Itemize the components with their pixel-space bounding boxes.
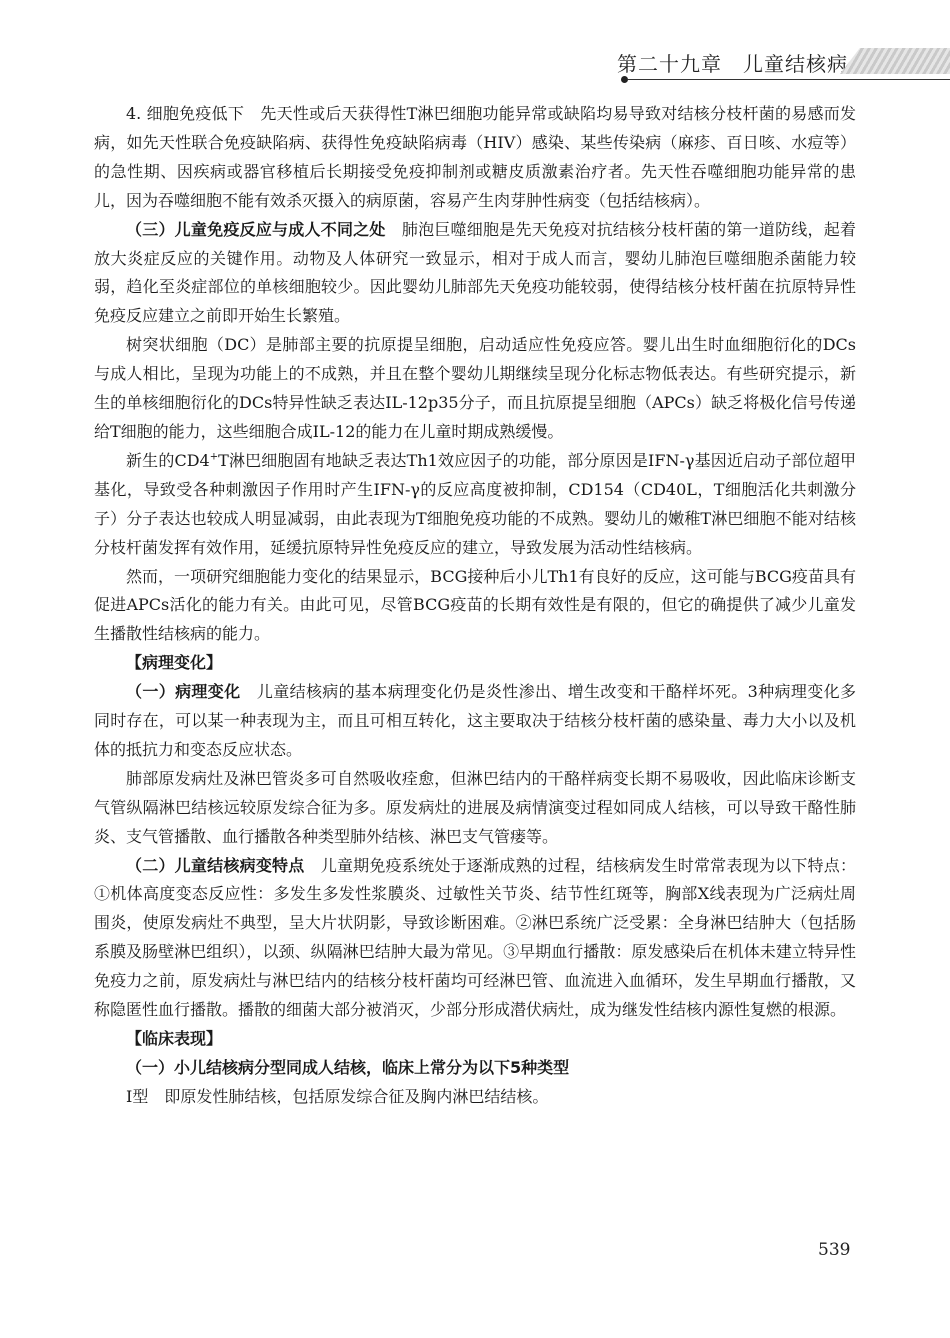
header-dot <box>621 76 628 83</box>
paragraph-bcg: 然而，一项研究细胞能力变化的结果显示，BCG接种后小儿Th1有良好的反应，这可能与BCG疫苗具有促进APCs活化的能力有关。由此可见，尽管BCG疫苗的长期有效性是有限的，但它的确提供了减少儿童发生播散性结核病的能力。 <box>94 566 856 644</box>
header-decorative-bar <box>840 48 950 74</box>
chapter-title: 第二十九章 儿童结核病 <box>617 52 848 76</box>
running-header <box>0 0 950 88</box>
paragraph-dendritic-cells: 树突状细胞（DC）是肺部主要的抗原提呈细胞，启动适应性免疫应答。婴儿出生时血细胞衍化的DCs与成人相比，呈现为功能上的不成熟，并且在整个婴幼儿期继续呈现分化标志物低表达。有些研究提示，新生的单核细胞衍化的DCs特异性缺乏表达IL-12p35分子，而且抗原提呈细胞（APCs）缺乏将极化信号传递给T细胞的能力，这些细胞合成IL-12的能力在儿童时期成熟缓慢。 <box>94 335 856 441</box>
type-label: Ⅰ型 <box>126 1086 149 1106</box>
paragraph-cd4-t-cells: 新生的CD4+T淋巴细胞固有地缺乏表达Th1效应因子的功能，部分原因是IFN-γ基因近启动子部位超甲基化，导致受各种刺激因子作用时产生IFN-γ的反应高度被抑制，CD154（CD40L，T细胞活化共刺激分子）分子表达也较成人明显减弱，由此表现为T细胞免疫功能的不成熟。婴幼儿的嫩稚T淋巴细胞不能对结核分枝杆菌发挥有效作用，延缓抗原特异性免疫反应的建立，导致发展为活动性结核病。 <box>94 450 856 557</box>
subsection-heading: （三）儿童免疫反应与成人不同之处 <box>126 219 386 239</box>
page-body <box>94 100 856 1112</box>
paragraph-child-immune-response: （三）儿童免疫反应与成人不同之处 肺泡巨噬细胞是先天免疫对抗结核分枝杆菌的第一道防线，起着放大炎症反应的关键作用。动物及人体研究一致显示，相对于成人而言，婴幼儿肺泡巨噬细胞杀菌能力较弱，趋化至炎症部位的单核细胞较少。因此婴幼儿肺部先天免疫功能较弱，使得结核分枝杆菌在抗原特异性免疫反应建立之前即开始生长繁殖。 <box>94 219 856 326</box>
section-heading-clinical: 【临床表现】 <box>126 1029 223 1048</box>
page-number: 539 <box>818 1240 851 1260</box>
paragraph-type-1: Ⅰ型 即原发性肺结核，包括原发综合征及胸内淋巴结结核。 <box>126 1086 549 1106</box>
paragraph-primary-lesion: 肺部原发病灶及淋巴管炎多可自然吸收痊愈，但淋巴结内的干酪样病变长期不易吸收，因此临床诊断支气管纵隔淋巴结核远较原发综合征为多。原发病灶的进展及病情演变过程如同成人结核，可以导致干酪性肺炎、支气管播散、血行播散各种类型肺外结核、淋巴支气管瘘等。 <box>94 768 856 846</box>
paragraph-child-lesion-features: （二）儿童结核病变特点 儿童期免疫系统处于逐渐成熟的过程，结核病发生时常常表现为以下特点：①机体高度变态反应性：多发生多发性浆膜炎、过敏性关节炎、结节性红斑等，胸部X线表现为广泛病灶周围炎，使原发病灶不典型，呈大片状阴影，导致诊断困难。②淋巴系统广泛受累：全身淋巴结肿大（包括肠系膜及肠壁淋巴组织），以颈、纵隔淋巴结肿大最为常见。③早期血行播散：原发感染后在机体未建立特异性免疫力之前，原发病灶与淋巴结内的结核分枝杆菌均可经淋巴管、血流进入血循环，发生早期血行播散，又称隐匿性血行播散。播散的细菌大部分被消灭，少部分形成潜伏病灶，成为继发性结核内源性复燃的根源。 <box>94 855 856 1020</box>
section-heading-pathology: 【病理变化】 <box>126 653 223 673</box>
subsection-heading: （二）儿童结核病变特点 <box>126 855 305 875</box>
subsection-heading: （一）病理变化 <box>126 682 241 702</box>
header-rule <box>628 79 950 80</box>
subsection-heading-types: （一）小儿结核病分型同成人结核，临床上常分为以下5种类型 <box>126 1057 570 1077</box>
paragraph-cell-immunity: 4. 细胞免疫低下 先天性或后天获得性T淋巴细胞功能异常或缺陷均易导致对结核分枝杆菌的易感而发病，如先天性联合免疫缺陷病、获得性免疫缺陷病毒（HIV）感染、某些传染病（麻疹、百日咳、水痘等）的急性期、因疾病或器官移植后长期接受免疫抑制剂或糖皮质激素治疗者。先天性吞噬细胞功能异常的患儿，因为吞噬细胞不能有效杀灭摄入的病原菌，容易产生肉芽肿性病变（包括结核病）。 <box>94 104 856 210</box>
item-lead: 4. 细胞免疫低下 <box>126 104 245 123</box>
paragraph-pathology: （一）病理变化 儿童结核病的基本病理变化仍是炎性渗出、增生改变和干酪样坏死。3种病理变化多同时存在，可以某一种表现为主，而且可相互转化，这主要取决于结核分枝杆菌的感染量、毒力大小以及机体的抵抗力和变态反应状态。 <box>94 682 856 759</box>
